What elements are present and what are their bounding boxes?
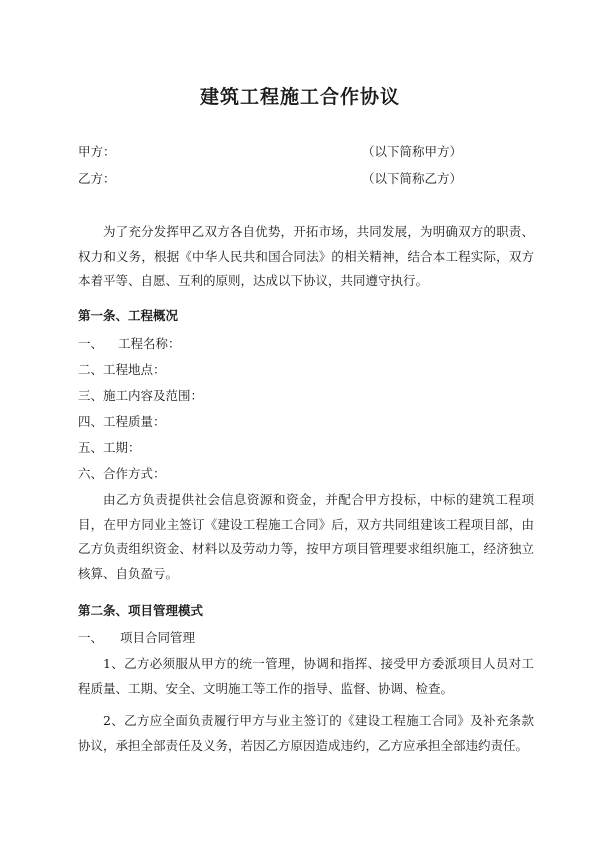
item-number: 四、	[78, 414, 104, 429]
intro-paragraph: 为了充分发挥甲乙双方各自优势，开拓市场，共同发展，为明确双方的职责、权力和义务，根据《中华人民共和国合同法》的相关精神，结合本工程实际，双方本着平等、自愿、互利的原则，达成以下协议，共同遵守执行。	[78, 224, 534, 288]
item-text: 项目合同管理	[120, 630, 196, 645]
item-number: 一、	[78, 630, 104, 645]
article-1-heading: 第一条、工程概况	[78, 308, 179, 323]
clause-2-paragraph: 2、乙方应全面负责履行甲方与业主签订的《建设工程施工合同》及补充条款协议，承担全部责任及义务，若因乙方原因造成违约，乙方应承担全部违约责任。	[78, 713, 534, 753]
item-number: 六、	[78, 466, 104, 481]
document-title: 建筑工程施工合作协议	[199, 86, 400, 108]
party-a-label: 甲方：	[78, 144, 116, 159]
item-text: 工程名称：	[118, 336, 181, 351]
item-number: 三、	[78, 388, 104, 403]
cooperation-paragraph: 由乙方负责提供社会信息资源和资金，并配合甲方投标，中标的建筑工程项目，在甲方同业主签订《建设工程施工合同》后，双方共同组建该工程项目部，由乙方负责组织资金、材料以及劳动力等，按甲方项目管理要求组织施工，经济独立核算、自负盈亏。	[78, 492, 534, 581]
article-1-item	[78, 438, 141, 456]
clause-1-paragraph: 1、乙方必须服从甲方的统一管理，协调和指挥、接受甲方委派项目人员对工程质量、工期、安全、文明施工等工作的指导、监督、协调、检查。	[78, 656, 534, 696]
article-2-subheading	[78, 628, 195, 646]
item-text: 工程地点：	[103, 362, 166, 377]
item-number: 二、	[78, 362, 104, 377]
party-b-label: 乙方：	[78, 171, 116, 186]
item-number: 五、	[78, 440, 104, 455]
party-a-row	[78, 142, 548, 162]
item-text: 施工内容及范围：	[103, 388, 204, 403]
article-2-heading: 第二条、项目管理模式	[78, 603, 204, 618]
party-a-note: （以下简称甲方）	[362, 144, 463, 159]
article-1-item	[78, 386, 203, 404]
article-1-item	[78, 360, 166, 378]
article-1-item	[78, 412, 166, 430]
party-b-note: （以下简称乙方）	[362, 171, 463, 186]
item-text: 工程质量：	[103, 414, 166, 429]
article-1-item	[78, 334, 181, 352]
article-1-item	[78, 464, 166, 482]
item-text: 合作方式：	[103, 466, 166, 481]
party-b-row	[78, 169, 548, 189]
item-number: 一、	[78, 336, 104, 351]
item-text: 工期：	[103, 440, 141, 455]
